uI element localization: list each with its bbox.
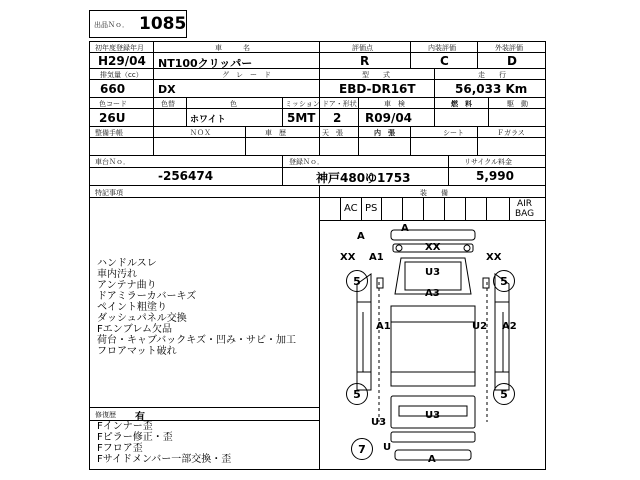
displacement-label: 排気量（cc） — [100, 71, 143, 79]
registration-number-value: 神戸480ゆ1753 — [316, 171, 411, 185]
list-item: Fピラー修正・歪 — [97, 432, 173, 443]
list-item: ペイント粗塗り — [97, 302, 167, 313]
repair-history-label: 修復歴 — [95, 411, 116, 419]
inspection-value: R09/04 — [365, 111, 413, 125]
mileage-label: 走 行 — [478, 71, 506, 79]
list-item: ドアミラーカバーキズ — [97, 291, 197, 302]
car-name-value: NT100クリッパー — [158, 57, 253, 70]
damage-code: XX — [425, 242, 441, 253]
tire-rear-right: 5 — [493, 383, 515, 405]
lot-label: 出品Ｎｏ． — [94, 21, 129, 29]
damage-code: A — [428, 454, 436, 465]
tire-rear-left: 5 — [346, 383, 368, 405]
exterior-score-label: 外装評価 — [495, 44, 523, 52]
recycle-fee-label: リサイクル料金 — [464, 158, 513, 166]
maintenance-book-label: 整備手帳 — [95, 129, 123, 137]
list-item: ハンドルスレ — [97, 258, 157, 269]
grade-value: DX — [158, 83, 176, 96]
tire-front-left: 5 — [346, 270, 368, 292]
list-item: フロアマット破れ — [97, 346, 177, 357]
door-value: 2 — [333, 111, 342, 125]
model-label: 型 式 — [362, 71, 390, 79]
damage-code: A2 — [502, 321, 517, 332]
damage-code: A — [401, 223, 409, 234]
seat-label: シート — [443, 129, 464, 137]
registration-number-label: 登録Ｎｏ． — [289, 158, 324, 166]
list-item: ダッシュパネル交換 — [97, 313, 187, 324]
damage-code: U — [383, 442, 392, 453]
damage-code: A3 — [425, 288, 440, 299]
damage-code: A — [357, 231, 365, 242]
inner-lining-label: 内 張 — [374, 129, 395, 137]
equipment-ps: PS — [365, 203, 378, 214]
lot-number: 1085 — [139, 14, 187, 34]
equipment-air: AIR — [517, 199, 533, 209]
damage-code: U3 — [371, 417, 387, 428]
list-item: アンテナ曲り — [97, 280, 157, 291]
damage-code: A1 — [376, 321, 391, 332]
damage-code: A1 — [369, 252, 384, 263]
damage-code: XX — [486, 252, 502, 263]
damage-code: XX — [340, 252, 356, 263]
equipment-grid — [319, 197, 546, 221]
tire-front-right: 5 — [493, 270, 515, 292]
damage-code: U2 — [472, 321, 488, 332]
interior-score-value: C — [440, 54, 449, 68]
repair-list — [97, 421, 317, 465]
equipment-ac: AC — [344, 203, 358, 214]
drive-label: 駆 動 — [507, 100, 528, 108]
notes-label: 特記事項 — [95, 189, 123, 197]
score-value: R — [360, 54, 370, 68]
damage-code: U3 — [425, 267, 441, 278]
inspection-label: 車 検 — [384, 100, 405, 108]
car-name-label: 車 名 — [215, 44, 250, 52]
tire-spare: 7 — [351, 438, 373, 460]
ceiling-label: 天 張 — [322, 129, 343, 137]
first-registration-label: 初年度登録年月 — [95, 44, 144, 52]
interior-score-label: 内装評価 — [428, 44, 456, 52]
recycle-fee-value: 5,990 — [476, 169, 514, 183]
list-item: Fサイドメンバー一部交換・歪 — [97, 454, 232, 465]
color-label: 色 — [230, 100, 237, 108]
color-code-label: 色コード — [99, 100, 127, 108]
cargo-bed — [391, 306, 475, 386]
color-code-value: 26U — [99, 111, 126, 125]
color-value: ホワイト — [190, 115, 226, 125]
notes-list — [97, 258, 317, 357]
repair-history-value: 有 — [135, 412, 145, 423]
exterior-score-value: D — [507, 54, 517, 68]
front-glass-label: Ｆガラス — [497, 129, 525, 137]
model-value: EBD-DR16T — [339, 82, 416, 96]
fuel-label: 燃 料 — [451, 100, 472, 108]
displacement-value: 660 — [100, 82, 126, 96]
history-label: 車 歴 — [265, 129, 286, 137]
chassis-number-value: -256474 — [158, 169, 214, 183]
chassis-number-label: 車台Ｎｏ． — [95, 158, 130, 166]
mission-label: ミッション — [285, 100, 320, 108]
door-label: ドア・形状 — [322, 100, 357, 108]
damage-code: U3 — [425, 410, 441, 421]
score-label: 評価点 — [352, 44, 373, 52]
list-item: Fエンブレム欠品 — [97, 324, 172, 335]
lot-number-box — [89, 10, 187, 38]
equipment-label: 装 備 — [420, 189, 448, 197]
color-change-label: 色替 — [161, 100, 175, 108]
first-registration-value: H29/04 — [98, 54, 146, 68]
nox-label: ＮＯＸ — [190, 129, 211, 137]
list-item: Fインナー歪 — [97, 421, 153, 432]
list-item: Fフロア歪 — [97, 443, 143, 454]
equipment-bag: BAG — [515, 209, 535, 219]
mission-value: 5MT — [287, 111, 316, 125]
list-item: 車内汚れ — [97, 269, 137, 280]
mileage-value: 56,033 Km — [455, 82, 528, 96]
grade-label: グ レ ー ド — [222, 71, 271, 79]
list-item: 荷台・キャブバックキズ・凹み・サビ・加工 — [97, 335, 296, 346]
